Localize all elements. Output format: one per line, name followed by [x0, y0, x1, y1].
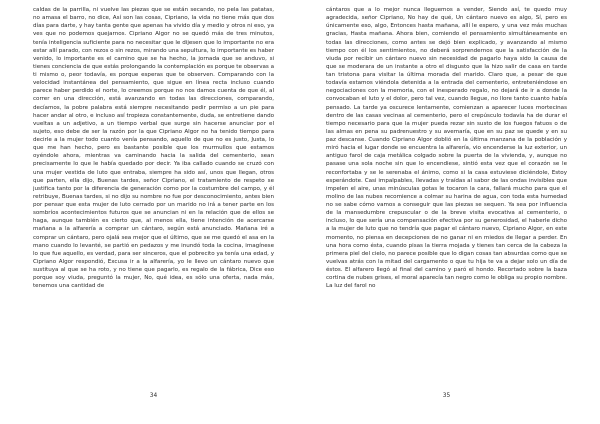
- left-page-number: 34: [149, 393, 158, 399]
- right-page-body-text: cántaros que a lo mejor nunca lleguemos a vender, Siendo así, te quedo muy agradecida, señor Cipriano, No hay de qué, Un cántaro nuevo es algo, Sí, pero es únicamente eso, algo, Entonces hasta mañana, allí le espero, y una vez más muchas gracias, Hasta mañana. Ahora bien, comiendo el pensamiento simultáneamente en todas las direcciones, como antes se dejó bien explicado, y avanzando al mismo tiempo con él los sentimientos, no deberá sorprendernos que la satisfacción de la viuda por recibir un cántaro nuevo sin necesidad de pagarlo haya sido la causa de que se moderara de un instante a otro el disgusto que la hizo salir de casa en tarde tan tristona para visitar la última morada del marido. Claro que, a pesar de que todavía estamos viéndola detenida a la entrada del cementerio, entreteniéndose en negociaciones con la memoria, con el inesperado regalo, no dejará de ir a donde la convocaban el luto y el dolor, pero tal vez, cuando llegue, no llore tanto cuanto había pensado. La tarde ya oscurece lentamente, comienzan a aparecer luces mortecinas dentro de las casas vecinas al cementerio, pero el crepúsculo todavía ha de durar el tiempo necesario para que la mujer pueda rezar sin susto de los fuegos fatuos o de las almas en pena su padrenuestro y su avemaría, que en su paz se quede y en su paz descanse. Cuando Cipriano Algor doblió en la última manzana de la población y miró hacia el lugar donde se encuentra la alfarería, vio encenderse la luz exterior, un antiguo farol de caja metálica colgado sobre la puerta de la vivienda, y, aunque no pasase una sola noche sin que lo encendiese, sintió esta vez que el corazón se le reconfortaba y se le serenaba el ánimo, como si la casa estuviese diciéndole, Estoy esperándote. Casi impalpables, llevadas y traídas al sabor de las ondas invisibles que impelen el aire, unas minúsculas gotas le tocaron la cara, fallará mucho para que el molino de las nubes recomience a colmar su harina de agua, con toda esta humedad no se sabe cómo vamos a conseguir que las piezas se sequen. Ya sea por influencia de la mansedumbre crepuscular o de la breve visita evocativa al cementerio, o incluso, lo que sería una compensación efectiva por su generosidad, el haberle dicho a la mujer de luto que no tendría que pagar el cántaro nuevo, Cipriano Algor, en este momento, no piensa en decepciones de no ganar ni en miedos de llegar a perder. En una hora como ésta, cuando pisas la tierra mojada y tienes tan cerca de la cabeza la primera piel del cielo, no parece posible que lo digan cosas tan absurdas como que se vuelvas atrás con la mitad del cargamento o que tu hija te va a dejar solo un día de éstos. El alfarero llegó al final del camino y paró el hondo. Recortado sobre la baza cortina de nubes grises, el moral aparecía tan negro como le obliga su propio nombre. La luz del farol no: [326, 7, 567, 290]
- left-page: [33, 6, 274, 386]
- right-page: [326, 6, 567, 386]
- left-page-body-text: caldas de la parrilla, ni vuelve las piezas que se están secando, no pela las patatas, no amasa el barro, no dice, Así son las cosas, Cipriano, la vida no tiene más que dos días para darte, y hay tanta gente que apenas ha vivido día y medio y otros ni eso, ya ves que no podemos quejarnos. Cipriano Algor no se quedó más de tres minutos, tenía inteligencia suficiente para no necesitar que le dijesen que lo importante no era estar allí parado, con rezos o sin rezos, mirando una sepultura, lo importante es haber venido, lo importante es el camino que se ha hecho, la jornada que se anduvo, si tienes conciencia de que estás prolongando la contemplación es porque te observas a ti mismo o, peor todavía, es porque esperas que te observen. Comparando con la velocidad instantánea del pensamiento, que sigue en línea recta incluso cuando parece haber perdido el norte, lo creemos porque no nos damos cuenta de que él, al correr en una dirección, está avanzando en todas las direcciones, comparando, decíamos, la pobre palabra está siempre necesitando pedir permiso a un pie para hacer andar al otro, e incluso así tropieza constantemente, duda, se entretiene dando vueltas a un adjetivo, a un tiempo verbal que surge sin hacerse anunciar por el sujeto, eso debe de ser la razón por la que Cipriano Algor no ha tenido tiempo para decirle a la mujer todo cuanto venía pensando, aquello de que no es justo, Justa, lo que me han hecho, pero es bastante posible que los murmullos que estamos oyéndole ahora, mientras va caminando hacia la salida del cementerio, sean precisamente lo que le había quedado por decir. Ya iba callado cuando se cruzó con una mujer vestida de luto que entraba, siempre ha sido así, unos que llegan, otros que parten, ella dijo, Buenas tardes, señor Cipriano, el tratamiento de respeto se justifica tanto por la diferencia de generación como por la costumbre del campo, y él retribuye, Buenas tardes, si no dijo su nombre no fue por desconocimiento, antes bien por pensar que esta mujer de luto cerrado por un marido no irá a tener parte en los sombríos acontecimientos futuros que se anuncian ni en la relación que de ellos se haga, aunque también es cierto que, al menos ella, tiene intención de acercarse mañana a la alfarería a comprar un cántaro, según está anunciado. Mañana iré a comprar un cántaro, pero ojalá sea mejor que el último, que se me quedó el asa en la mano cuando lo levanté, se partió en pedazos y me inundó toda la cocina, imagínese lo que fue aquello, es verdad, para ser sinceros, que el pobrecito ya tenía una edad, y Cipriano Algor respondió, Excusa ir a la alfarería, yo le llevo un cántaro nuevo que sustituya al que se ha roto, y no tiene que pagarlo, es regalo de la fábrica, Dice eso porque soy viuda, preguntó la mujer, No, qué idea, es sólo una oferta, nada más, tenemos una cantidad de: [33, 7, 274, 290]
- right-page-number: 35: [442, 393, 451, 399]
